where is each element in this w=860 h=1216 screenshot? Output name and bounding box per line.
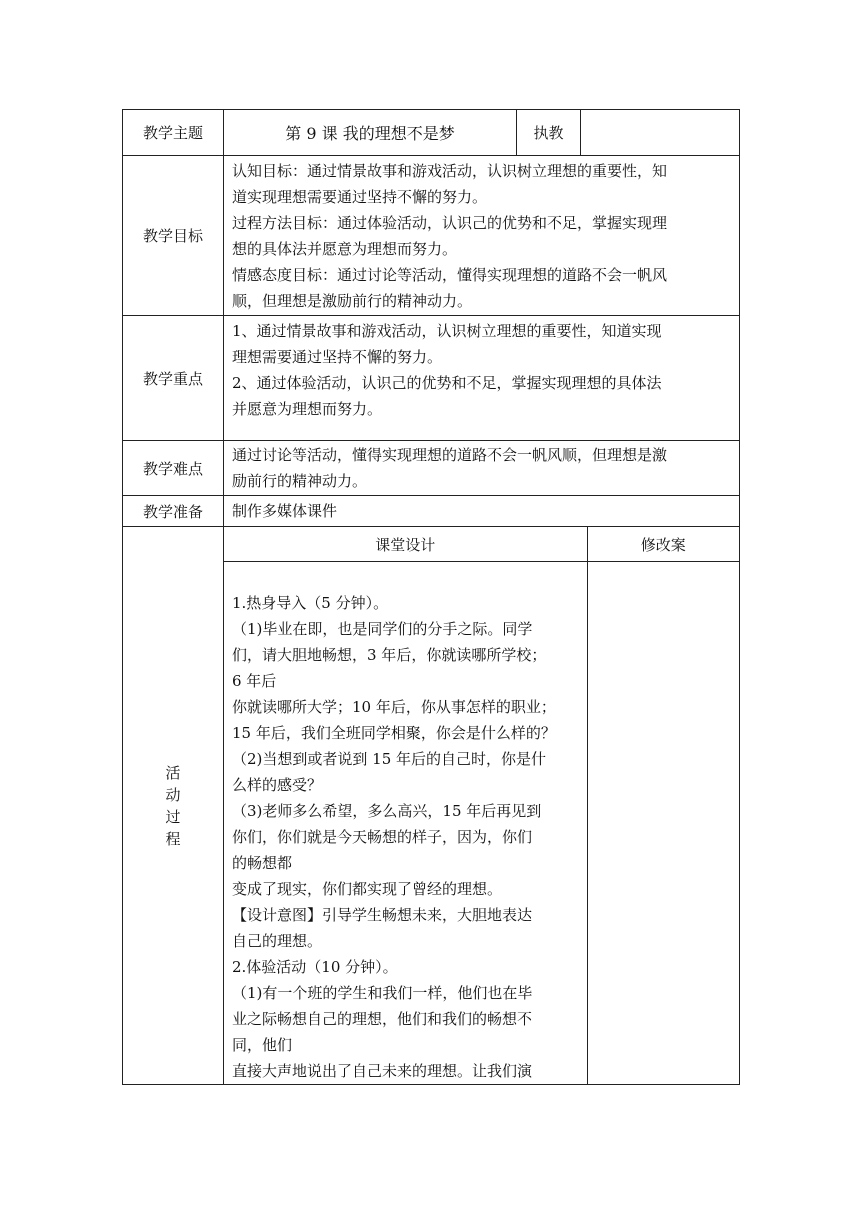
design-line: 业之际畅想自己的理想，他们和我们的畅想不: [232, 1010, 533, 1028]
key-points-line: 2、通过体验活动，认识己的优势和不足，掌握实现理想的具体法: [232, 374, 662, 392]
design-line: （2)当想到或者说到 15 年后的自己时，你是什: [232, 750, 547, 768]
goals-content: [224, 156, 740, 316]
process-label: [123, 527, 224, 1085]
design-line: 么样的感受？: [232, 776, 323, 794]
goals-label: 教学目标: [123, 156, 224, 316]
goals-line: 道实现理想需要通过坚持不懈的努力。: [232, 187, 488, 206]
difficulties-row: [123, 441, 740, 496]
key-points-label: 教学重点: [123, 316, 224, 441]
design-body-row: [224, 562, 739, 1085]
design-line: 们，请大胆地畅想，3 年后，你就读哪所学校；: [232, 646, 547, 664]
design-line: 1.热身导入（5 分钟）。: [232, 594, 389, 612]
preparation-value: 制作多媒体课件: [224, 496, 740, 527]
goals-line: 顺，但理想是激励前行的精神动力。: [232, 291, 473, 310]
design-line: 6 年后: [232, 672, 277, 690]
design-line: 的畅想都: [232, 854, 293, 872]
design-line: 你就读哪所大学；10 年后，你从事怎样的职业；: [232, 698, 556, 716]
teacher-label: 执教: [517, 110, 581, 156]
goals-line: 想的具体法并愿意为理想而努力。: [232, 239, 458, 258]
design-line: 同，他们: [232, 1036, 293, 1054]
process-label-char: 活: [165, 763, 181, 782]
process-content: [224, 527, 740, 1085]
design-line: 【设计意图】引导学生畅想未来，大胆地表达: [232, 906, 533, 924]
revision-content: [587, 562, 739, 1085]
preparation-label: 教学准备: [123, 496, 224, 527]
design-line: 15 年后，我们全班同学相聚，你会是什么样的？: [232, 724, 556, 742]
design-line: 你们，你们就是今天畅想的样子，因为，你们: [232, 828, 533, 846]
lesson-plan-table: [122, 109, 740, 1085]
goals-row: [123, 156, 740, 316]
design-line: （1)有一个班的学生和我们一样，他们也在毕: [232, 984, 533, 1002]
goals-line: 情感态度目标：通过讨论等活动，懂得实现理想的道路不会一帆风: [232, 265, 668, 284]
revision-header: 修改案: [587, 527, 739, 562]
design-line: （3)老师多么希望，多么高兴，15 年后再见到: [232, 802, 542, 820]
key-points-line: 并愿意为理想而努力。: [232, 400, 383, 418]
goals-line: 过程方法目标：通过体验活动，认识己的优势和不足，掌握实现理: [232, 213, 668, 232]
lesson-title: 第 9 课 我的理想不是梦: [224, 110, 517, 156]
difficulties-content: [224, 441, 740, 496]
design-line: 2.体验活动（10 分钟）。: [232, 958, 398, 976]
process-label-char: 程: [165, 829, 181, 848]
design-line: （1)毕业在即，也是同学们的分手之际。同学: [232, 620, 533, 638]
design-table: [224, 527, 739, 1084]
design-header: 课堂设计: [224, 527, 587, 562]
process-label-char: 动: [165, 785, 181, 804]
design-header-row: [224, 527, 739, 562]
design-content: [224, 562, 587, 1085]
preparation-row: [123, 496, 740, 527]
key-points-content: [224, 316, 740, 441]
key-points-line: 1、通过情景故事和游戏活动，认识树立理想的重要性，知道实现: [232, 322, 662, 340]
key-points-line: 理想需要通过坚持不懈的努力。: [232, 348, 443, 366]
teacher-value: [581, 110, 740, 156]
difficulties-label: 教学难点: [123, 441, 224, 496]
design-line: 直接大声地说出了自己未来的理想。让我们演: [232, 1062, 533, 1080]
topic-row: [123, 110, 740, 156]
process-row: [123, 527, 740, 1085]
process-label-char: 过: [165, 807, 181, 826]
design-line: 自己的理想。: [232, 932, 323, 950]
goals-line: 认知目标：通过情景故事和游戏活动，认识树立理想的重要性，知: [232, 161, 668, 180]
design-line: 变成了现实，你们都实现了曾经的理想。: [232, 880, 503, 898]
topic-label: 教学主题: [123, 110, 224, 156]
difficulties-line: 励前行的精神动力。: [232, 472, 368, 490]
key-points-row: [123, 316, 740, 441]
difficulties-line: 通过讨论等活动，懂得实现理想的道路不会一帆风顺，但理想是激: [232, 446, 668, 464]
